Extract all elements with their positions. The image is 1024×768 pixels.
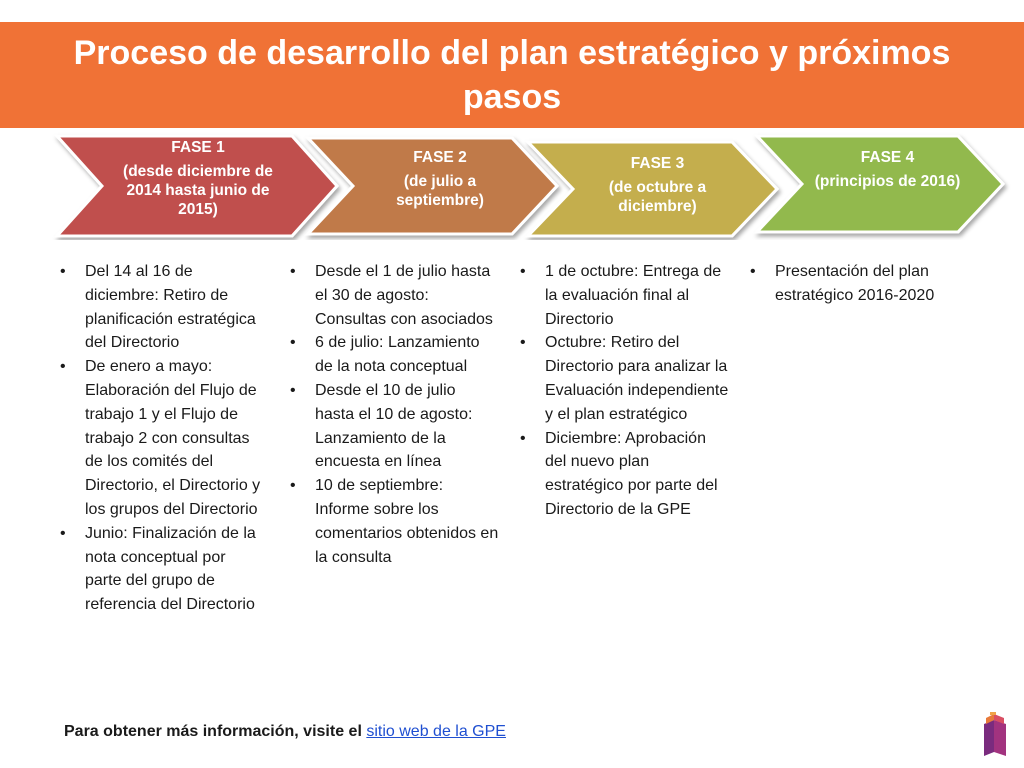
phase-3-name: FASE 3 <box>630 155 685 172</box>
list-item: • 6 de julio: Lanzamiento de la nota conceptual <box>287 331 499 379</box>
phase-1-label <box>108 138 288 224</box>
slide-title: Proceso de desarrollo del plan estratégico y próximos pasos <box>73 34 951 116</box>
bullet-icon: • <box>520 334 526 352</box>
list-item: • De enero a mayo: Elaboración del Flujo de trabajo 1 y el Flujo de trabajo 2 con consultas de los comités del Directorio, el Directorio y los grupos del Directorio <box>57 355 263 522</box>
bullet-icon: • <box>60 263 66 280</box>
bullet-icon: • <box>290 381 296 399</box>
bullet-icon: • <box>520 429 526 447</box>
phase-2-period: (de julio a septiembre) <box>396 173 484 209</box>
phase-3-period: (de octubre a diciembre) <box>608 179 707 215</box>
phase-2-name: FASE 2 <box>413 149 467 166</box>
phase-4-period: (principios de 2016) <box>814 173 961 190</box>
list-item: • Junio: Finalización de la nota conceptual por parte del grupo de referencia del Directorio <box>57 522 263 617</box>
phase-1-name: FASE 1 <box>171 139 225 156</box>
list-item: • Desde el 10 de julio hasta el 10 de agosto: Lanzamiento de la encuesta en línea <box>287 379 499 474</box>
bullet-icon: • <box>60 524 66 542</box>
phase-timeline <box>0 128 1024 240</box>
phase-4-details <box>747 260 972 308</box>
phase-3-details <box>517 260 729 522</box>
list-item: • Presentación del plan estratégico 2016-2020 <box>747 260 972 308</box>
list-item: • Del 14 al 16 de diciembre: Retiro de planificación estratégica del Directorio <box>57 260 263 355</box>
bullet-icon: • <box>290 477 296 495</box>
phase-4-label <box>810 148 965 196</box>
phase-2-details <box>287 260 499 569</box>
title-banner <box>0 22 1024 128</box>
phase-2-label <box>360 148 520 215</box>
list-item: • Diciembre: Aprobación del nuevo plan estratégico por parte del Directorio de la GPE <box>517 427 729 522</box>
bullet-icon: • <box>750 263 756 280</box>
phase-1-details <box>57 260 263 617</box>
bullet-icon: • <box>520 263 526 280</box>
gpe-website-link[interactable]: sitio web de la GPE <box>366 723 506 740</box>
phase-3-label <box>580 154 735 221</box>
bullet-icon: • <box>290 334 296 352</box>
list-item: • 1 de octubre: Entrega de la evaluación final al Directorio <box>517 260 729 331</box>
phase-1-period: (desde diciembre de 2014 hasta junio de 2015) <box>123 163 273 218</box>
list-item: • Octubre: Retiro del Directorio para analizar la Evaluación independiente y el plan estratégico <box>517 331 729 426</box>
list-item: • 10 de septiembre: Informe sobre los comentarios obtenidos en la consulta <box>287 474 499 569</box>
books-logo-icon <box>980 712 1012 756</box>
list-item: • Desde el 1 de julio hasta el 30 de agosto: Consultas con asociados <box>287 260 499 331</box>
bullet-icon: • <box>290 263 296 280</box>
phase-4-name: FASE 4 <box>860 149 915 166</box>
footer-text: Para obtener más información, visite el <box>64 723 362 740</box>
bullet-icon: • <box>60 358 66 376</box>
more-info-footer <box>64 723 506 741</box>
